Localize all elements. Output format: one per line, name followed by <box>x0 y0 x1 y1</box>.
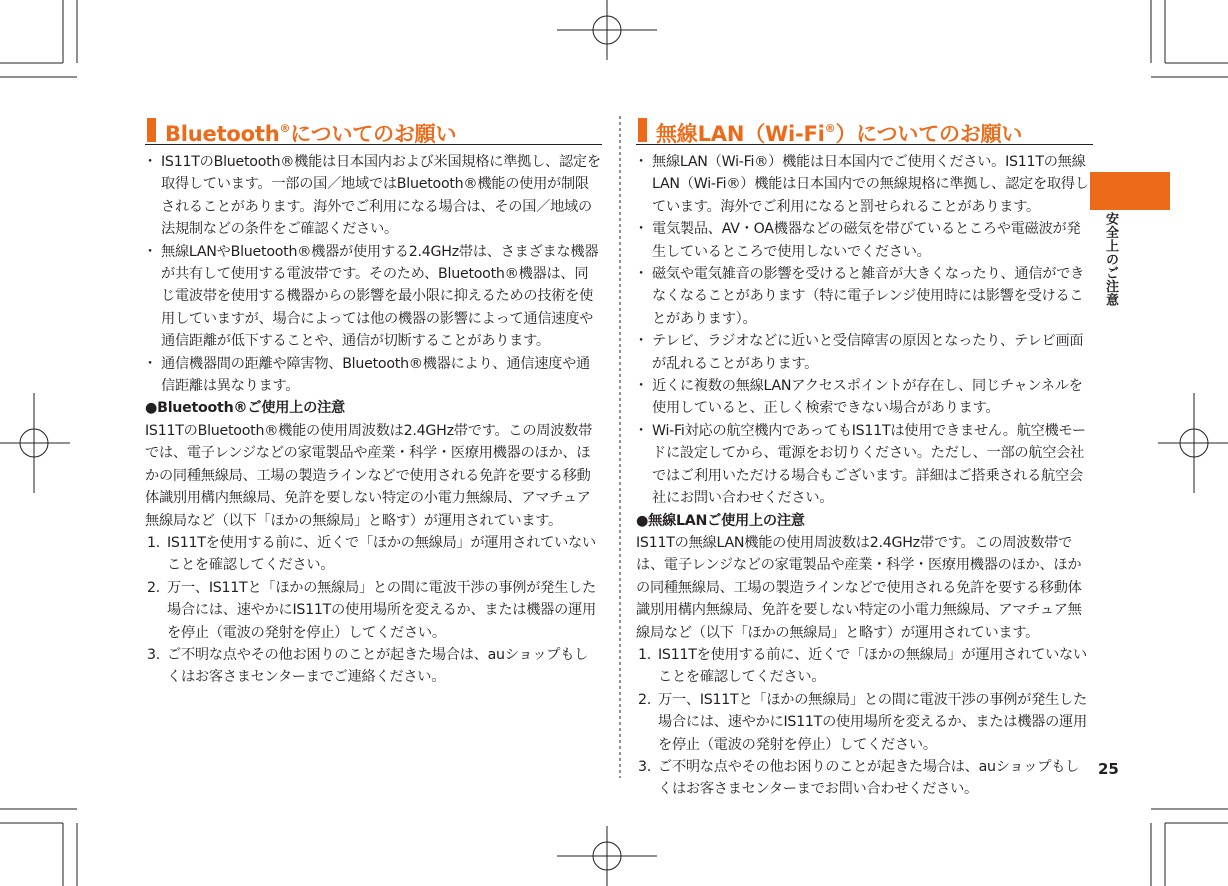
numbered-item <box>636 689 1093 756</box>
heading-accent-bar <box>638 118 647 142</box>
bullet-item: ・ テレビ、ラジオなどに近いと受信障害の原因となったり、テレビ画面が乱れることがあります。 <box>636 330 1093 375</box>
paragraph: IS11Tの無線LAN機能の使用周波数は2.4GHz帯です。この周波数帯では、電子レンジなどの家電製品や産業・科学・医療用機器のほか、ほかの同種無線局、工場の製造ラインなどで使用される免許を要する移動体識別用構内無線局、免許を要しない特定の小電力無線局、アマチュア無線局など（以下「ほかの無線局」と略す）が運用されています。 <box>636 534 1082 641</box>
bullet-item: ・ IS11TのBluetooth®機能は日本国内および米国規格に準拠し、認定を取得しています。一部の国／地域ではBluetooth®機能の使用が制限されることがあります。海外でご利用になる場合は、その国／地域の法規制などの条件をご確認ください。 <box>145 151 602 241</box>
registered-mark: ® <box>824 122 836 135</box>
section-heading <box>145 114 602 145</box>
numbered-item <box>636 644 1093 689</box>
heading-suffix: ）についてのお願い <box>835 122 1023 146</box>
bullet-list <box>636 151 1093 510</box>
chapter-index-tab <box>1090 172 1170 210</box>
item-text: IS11Tを使用する前に、近くで「ほかの無線局」が運用されていないことを確認してください。 <box>167 534 596 574</box>
bullet-item: ・ 無線LAN（Wi-Fi®）機能は日本国内でご使用ください。IS11Tの無線LAN（Wi-Fi®）機能は日本国内での無線規格に準拠し、認定を取得しています。海外でご利用になると罰せられることがあります。 <box>636 151 1093 218</box>
numbered-item <box>145 577 602 644</box>
bullet-item: ・ 磁気や電気雑音の影響を受けると雑音が大きくなったり、通信ができなくなることがあります（特に電子レンジ使用時には影響を受けることがあります）。 <box>636 263 1093 330</box>
item-number: 3. <box>638 758 652 775</box>
heading-text: 無線LAN（Wi-Fi <box>656 122 825 146</box>
page-number: 25 <box>1098 760 1119 778</box>
numbered-item <box>145 644 602 689</box>
heading-text: Bluetooth <box>165 122 280 146</box>
section-heading <box>636 114 1093 145</box>
heading-accent-bar <box>147 118 156 142</box>
item-number: 2. <box>638 691 652 708</box>
item-number: 2. <box>147 579 161 596</box>
numbered-list <box>636 644 1093 801</box>
item-text: IS11Tを使用する前に、近くで「ほかの無線局」が運用されていないことを確認してください。 <box>658 646 1087 686</box>
item-text: 万一、IS11Tと「ほかの無線局」との間に電波干渉の事例が発生した場合には、速やかにIS11Tの使用場所を変えるか、または機器の運用を停止（電波の発射を停止）してください。 <box>658 691 1087 753</box>
item-text: ご不明な点やその他お困りのことが起きた場合は、auショップもしくはお客さまセンターまでご連絡ください。 <box>167 646 589 686</box>
bluetooth-section <box>145 114 602 689</box>
subheading: ●無線LANご使用上の注意 <box>636 512 805 529</box>
numbered-item <box>145 532 602 577</box>
chapter-label: 安全上のご注意 <box>1103 212 1118 307</box>
bullet-item: ・ 通信機器間の距離や障害物、Bluetooth®機器により、通信速度や通信距離は異なります。 <box>145 353 602 398</box>
section-title <box>165 114 456 149</box>
heading-suffix: についてのお願い <box>290 122 457 146</box>
numbered-list <box>145 532 602 689</box>
item-text: ご不明な点やその他お困りのことが起きた場合は、auショップもしくはお客さまセンターまでお問い合わせください。 <box>658 758 1080 798</box>
section-title <box>656 114 1022 149</box>
registered-mark: ® <box>279 122 291 135</box>
subheading: ●Bluetooth®ご使用上の注意 <box>145 400 345 417</box>
bullet-item: ・ 電気製品、AV・OA機器などの磁気を帯びているところや電磁波が発生しているところで使用しないでください。 <box>636 218 1093 263</box>
item-text: 万一、IS11Tと「ほかの無線局」との間に電波干渉の事例が発生した場合には、速やかにIS11Tの使用場所を変えるか、または機器の運用を停止（電波の発射を停止）してください。 <box>167 579 596 641</box>
bullet-item: ・ 近くに複数の無線LANアクセスポイントが存在し、同じチャンネルを使用していると、正しく検索できない場合があります。 <box>636 375 1093 420</box>
bullet-item: ・ 無線LANやBluetooth®機器が使用する2.4GHz帯は、さまざまな機器が共有して使用する電波帯です。そのため、Bluetooth®機器は、同じ電波帯を使用する機器からの影響を最小限に抑えるための技術を使用していますが、場合によっては他の機器の影響によって通信速度や通信距離が低下することや、通信が切断することがあります。 <box>145 241 602 353</box>
item-number: 1. <box>147 534 161 551</box>
paragraph: IS11TのBluetooth®機能の使用周波数は2.4GHz帯です。この周波数帯では、電子レンジなどの家電製品や産業・科学・医療用機器のほか、ほかの同種無線局、工場の製造ラインなどで使用される免許を要する移動体識別用構内無線局、免許を要しない特定の小電力無線局、アマチュア無線局など（以下「ほかの無線局」と略す）が運用されています。 <box>145 422 593 529</box>
wifi-section <box>636 114 1093 801</box>
bullet-item: ・ Wi-Fi対応の航空機内であってもIS11Tは使用できません。航空機モードに設定してから、電源をお切りください。ただし、一部の航空会社ではご利用いただける場合もございます。詳細はご搭乗される航空会社にお問い合わせください。 <box>636 420 1093 510</box>
numbered-item <box>636 756 1093 801</box>
item-number: 3. <box>147 646 161 663</box>
bullet-list <box>145 151 602 397</box>
item-number: 1. <box>638 646 652 663</box>
